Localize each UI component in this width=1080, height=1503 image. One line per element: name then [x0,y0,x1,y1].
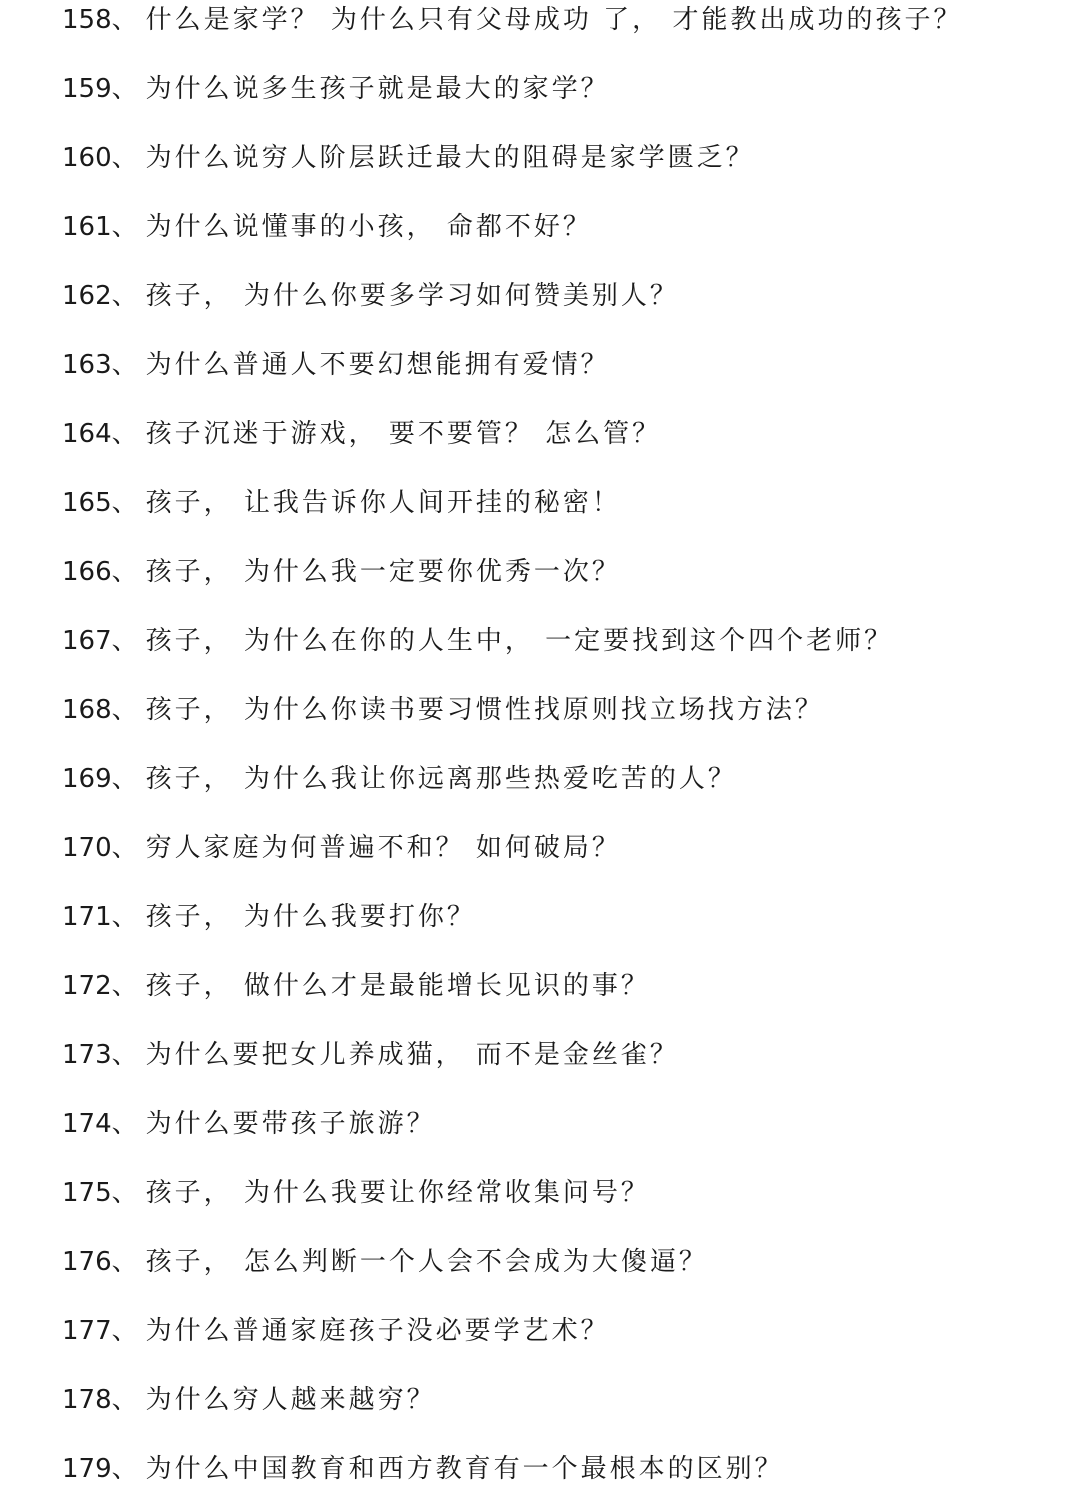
list-item [62,690,824,730]
item-separator: 、 [111,1454,140,1484]
item-text: 孩子， 怎么判断一个人会不会成为大傻逼？ [145,1247,708,1277]
item-text: 孩子， 做什么才是最能增长见识的事？ [145,971,650,1001]
item-text: 孩子沉迷于游戏， 要不要管？ 怎么管？ [145,419,662,449]
item-separator: 、 [111,143,140,173]
item-separator: 、 [111,1316,140,1346]
item-number: 176 [62,1247,112,1277]
item-separator: 、 [111,212,140,242]
item-text: 为什么普通家庭孩子没必要学艺术？ [145,1316,610,1346]
list-item [62,1311,610,1351]
list-item [62,966,650,1006]
item-number: 167 [62,626,112,656]
list-item [62,69,610,109]
item-number: 172 [62,971,112,1001]
list-item [62,207,592,247]
list-item [62,345,610,385]
item-text: 孩子， 为什么你读书要习惯性找原则找立场找方法？ [145,695,824,725]
item-text: 为什么说穷人阶层跃迁最大的阻碍是家学匮乏？ [145,143,755,173]
item-number: 160 [62,143,112,173]
item-number: 166 [62,557,112,587]
item-number: 174 [62,1109,112,1139]
item-number: 175 [62,1178,112,1208]
item-number: 179 [62,1454,112,1484]
list-item [62,1104,436,1144]
list-item [62,897,476,937]
item-text: 为什么中国教育和西方教育有一个最根本的区别？ [145,1454,784,1484]
item-separator: 、 [111,557,140,587]
item-number: 178 [62,1385,112,1415]
list-item [62,483,621,523]
list-item [62,1380,436,1420]
item-text: 孩子， 为什么你要多学习如何赞美别人？ [145,281,679,311]
item-separator: 、 [111,1247,140,1277]
item-number: 171 [62,902,112,932]
item-text: 为什么说多生孩子就是最大的家学？ [145,74,610,104]
item-separator: 、 [111,833,140,863]
item-separator: 、 [111,281,140,311]
item-text: 为什么普通人不要幻想能拥有爱情？ [145,350,610,380]
item-separator: 、 [111,419,140,449]
item-separator: 、 [111,5,140,35]
list-item [62,552,621,592]
item-number: 165 [62,488,112,518]
item-text: 孩子， 为什么我要打你？ [145,902,476,932]
item-text: 什么是家学？ 为什么只有父母成功 了， 才能教出成功的孩子？ [145,5,963,35]
list-item [62,1173,650,1213]
item-text: 为什么要把女儿养成猫， 而不是金丝雀？ [145,1040,679,1070]
item-separator: 、 [111,695,140,725]
item-text: 穷人家庭为何普遍不和？ 如何破局？ [145,833,621,863]
item-separator: 、 [111,1178,140,1208]
item-text: 孩子， 为什么在你的人生中， 一定要找到这个四个老师？ [145,626,894,656]
list-item [62,138,755,178]
item-text: 孩子， 为什么我让你远离那些热爱吃苦的人？ [145,764,737,794]
item-number: 168 [62,695,112,725]
list-item [62,1449,784,1489]
item-number: 170 [62,833,112,863]
item-separator: 、 [111,902,140,932]
item-separator: 、 [111,626,140,656]
item-number: 173 [62,1040,112,1070]
item-separator: 、 [111,74,140,104]
list-item [62,828,621,868]
item-text: 为什么要带孩子旅游？ [145,1109,436,1139]
list-item [62,276,679,316]
item-separator: 、 [111,488,140,518]
item-separator: 、 [111,764,140,794]
item-text: 孩子， 为什么我一定要你优秀一次？ [145,557,621,587]
item-number: 158 [62,5,112,35]
item-text: 为什么穷人越来越穷？ [145,1385,436,1415]
item-separator: 、 [111,1040,140,1070]
item-number: 159 [62,74,112,104]
list-item [62,0,962,40]
item-number: 177 [62,1316,112,1346]
item-number: 164 [62,419,112,449]
item-text: 孩子， 为什么我要让你经常收集问号？ [145,1178,650,1208]
item-number: 161 [62,212,112,242]
item-separator: 、 [111,1385,140,1415]
list-item [62,759,737,799]
item-text: 为什么说懂事的小孩， 命都不好？ [145,212,592,242]
list-item [62,621,893,661]
item-separator: 、 [111,350,140,380]
item-number: 169 [62,764,112,794]
list-item [62,1035,679,1075]
item-text: 孩子， 让我告诉你人间开挂的秘密！ [145,488,621,518]
item-number: 162 [62,281,112,311]
list-item [62,414,661,454]
item-number: 163 [62,350,112,380]
list-item [62,1242,708,1282]
item-separator: 、 [111,1109,140,1139]
item-separator: 、 [111,971,140,1001]
